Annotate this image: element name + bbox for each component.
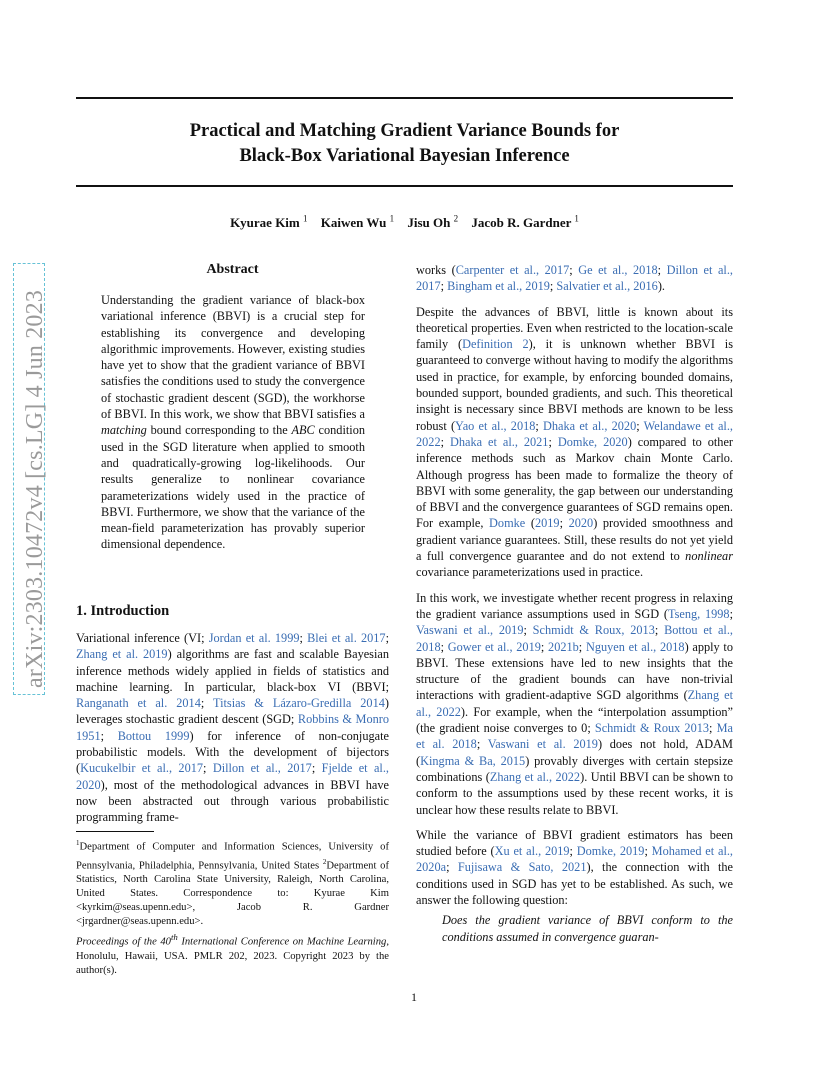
citation-link[interactable]: Bottou et al., 2018	[416, 623, 733, 654]
citation-link[interactable]: Robbins & Monro 1951	[76, 712, 390, 743]
author: Kaiwen Wu $^1$	[320, 214, 395, 231]
abstract-text: Understanding the gradient variance of black-box variational inference (BBVI) is a crucial step for establishing its convergence and developing algorithmic improvements. However, existing studies have yet to show that the gradient variance of BBVI satisfies the conditions used to study the convergence of stochastic gradient descent (SGD), the workhorse of BBVI. In this work, we show that BBVI satisfies a matching bound corresponding to the ABC condition used in the SGD literature when applied to smooth and quadratically-growing log-likelihoods. Our results generalize to nonlinear covariance parameterizations widely used in the practice of BBVI. Furthermore, we show that the variance of the mean-field parameterization has provably superior dimensional dependence.	[101, 293, 365, 552]
citation-link[interactable]: Dillon et al., 2017	[416, 263, 733, 294]
affiliation-footnote: $^1$Department of Computer and Information Sciences, University of Pennsylvania, Philadelphia, Pennsylvania, United States $^2$Department of Statistics, North Carolina State University, Raleigh, North Carolina, United States. Correspondence to: Kyurae Kim <kyrkim@seas.upenn.edu>, Jacob R. Gardner <jrgardner@seas.upenn.edu>.	[76, 839, 389, 928]
paragraph-variance-studied: While the variance of BBVI gradient estimators has been studied before (Xu et al., 2019; Domke, 2019; Mohamed et al., 2020a; Fujisawa & Sato, 2021), the connection with the conditions used in SGD has yet to be established. As such, we answer the following question:	[416, 827, 734, 907]
title-bottom-rule	[76, 185, 733, 187]
citation-link[interactable]: Blei et al. 2017	[307, 631, 386, 645]
citation-link[interactable]: Definition 2	[462, 337, 529, 352]
citation-link[interactable]: Ranganath et al. 2014	[76, 696, 201, 711]
citation-link[interactable]: Schmidt & Roux 2013	[594, 721, 710, 736]
citation-link[interactable]: Zhang et al., 2022	[416, 688, 733, 719]
proceedings-note: Proceedings of the 40th International Conference on Machine Learning, Honolulu, Hawaii, USA. PMLR 202, 2023. Copyright 2023 by the author(s).	[76, 932, 389, 976]
citation-link[interactable]: Dhaka et al., 2021	[449, 434, 549, 449]
author: Jacob R. Gardner $^1$	[471, 214, 579, 231]
citation-link[interactable]: Jordan et al. 1999	[208, 631, 300, 645]
citation-link[interactable]: Domke	[489, 516, 526, 531]
citation-link[interactable]: 2019	[534, 516, 560, 531]
citation-link[interactable]: Vaswani et al., 2019	[416, 623, 524, 638]
arxiv-stamp[interactable]: arXiv:2303.10472v4 [cs.LG] 4 Jun 2023	[22, 289, 48, 688]
citation-link[interactable]: Fujisawa & Sato, 2021	[457, 860, 587, 875]
title-line-2: Black-Box Variational Bayesian Inference	[239, 146, 570, 166]
author: Kyurae Kim $^1$	[230, 214, 308, 231]
citation-link[interactable]: Dillon et al., 2017	[212, 761, 312, 776]
citation-link[interactable]: Domke, 2019	[576, 844, 645, 859]
author-list	[76, 214, 733, 231]
page-number: 1	[411, 990, 417, 1004]
citation-link[interactable]: Bingham et al., 2019	[447, 279, 550, 294]
right-column	[416, 262, 733, 945]
citation-link[interactable]: Gower et al., 2019	[447, 639, 541, 654]
citation-link[interactable]: Salvatier et al., 2016	[556, 279, 658, 294]
citation-link[interactable]: Kingma & Ba, 2015	[420, 753, 526, 768]
citation-link[interactable]: Vaswani et al. 2019	[487, 737, 598, 752]
citation-link[interactable]: Schmidt & Roux, 2013	[532, 623, 655, 638]
author: Jisu Oh $^2$	[407, 214, 459, 231]
citation-link[interactable]: Xu et al., 2019	[494, 844, 570, 859]
citation-link[interactable]: Carpenter et al., 2017	[455, 263, 570, 277]
paper-title	[76, 119, 733, 169]
citation-link[interactable]: Titsias & Lázaro-Gredilla 2014	[213, 696, 385, 711]
citation-link[interactable]: Kucukelbir et al., 2017	[80, 761, 204, 776]
intro-continuation: works (Carpenter et al., 2017; Ge et al., 2018; Dillon et al., 2017; Bingham et al., 2019; Salvatier et al., 2016).	[416, 263, 733, 294]
citation-link[interactable]: Zhang et al., 2022	[489, 769, 581, 784]
citation-link[interactable]: Mohamed et al., 2020a	[416, 844, 734, 875]
citation-link[interactable]: Ge et al., 2018	[578, 263, 658, 277]
citation-link[interactable]: Welandawe et al., 2022	[416, 418, 733, 449]
paragraph-theory-gap: Despite the advances of BBVI, little is known about its theoretical properties. Even when restricted to the location-scale family (Definition 2), it is unknown whether BBVI is guaranteed to converge without having to modify the algorithms used in practice, for example, by enforcing bounded domains, bounded support, bounded gradients, and such. This theoretical insight is necessary since BBVI methods are known to be less robust (Yao et al., 2018; Dhaka et al., 2020; Welandawe et al., 2022; Dhaka et al., 2021; Domke, 2020) compared to other inference methods such as Markov chain Monte Carlo. Although progress has been made to formalize the theory of BBVI with some generality, the gap between our understanding of BBVI and the convergence guarantees of SGD remains open. For example, Domke (2019; 2020) provided smoothness and gradient variance guarantees. Still, these results do not yet yield a full convergence guarantee and do not extend to nonlinear covariance parameterizations used in practice.	[416, 304, 733, 580]
footnote-rule	[76, 831, 154, 832]
research-question: Does the gradient variance of BBVI conform to the conditions assumed in convergence guaran-	[442, 913, 733, 944]
citation-link[interactable]: Tseng, 1998	[667, 606, 730, 621]
citation-link[interactable]: Yao et al., 2018	[455, 418, 536, 433]
citation-link[interactable]: Fjelde et al., 2020	[76, 761, 389, 792]
intro-paragraph: Variational inference (VI; Jordan et al. 1999; Blei et al. 2017; Zhang et al. 2019) algorithms are fast and scalable Bayesian inference methods widely applied in fields of statistics and machine learning. In particular, black-box VI (BBVI; Ranganath et al. 2014; Titsias & Lázaro-Gredilla 2014) leverages stochastic gradient descent (SGD; Robbins & Monro 1951; Bottou 1999) for inference of non-conjugate probabilistic models. With the development of bijectors (Kucukelbir et al., 2017; Dillon et al., 2017; Fjelde et al., 2020), most of the methodological advances in BBVI have now been abstracted out through various probabilistic programming frame-	[76, 631, 390, 825]
citation-link[interactable]: Dhaka et al., 2020	[543, 418, 637, 433]
title-line-1: Practical and Matching Gradient Variance Bounds for	[189, 121, 620, 141]
citation-link[interactable]: Domke, 2020	[557, 434, 628, 449]
citation-link[interactable]: 2021b	[548, 639, 579, 654]
citation-link[interactable]: Bottou 1999	[117, 728, 190, 743]
citation-link[interactable]: Zhang et al. 2019	[76, 647, 168, 662]
citation-link[interactable]: Nguyen et al., 2018	[585, 639, 685, 654]
citation-link[interactable]: Ma et al. 2018	[416, 721, 733, 752]
section-heading-introduction: 1. Introduction	[76, 603, 170, 619]
abstract-heading: Abstract	[206, 262, 259, 277]
paragraph-this-work: In this work, we investigate whether recent progress in relaxing the gradient variance assumptions used in SGD (Tseng, 1998; Vaswani et al., 2019; Schmidt & Roux, 2013; Bottou et al., 2018; Gower et al., 2019; 2021b; Nguyen et al., 2018) apply to BBVI. These extensions have led to new insights that the structure of the gradient bounds can have non-trivial interactions with gradient-adaptive SGD algorithms (Zhang et al., 2022). For example, when the “interpolation assumption” (the gradient noise converges to 0; Schmidt & Roux 2013; Ma et al. 2018; Vaswani et al. 2019) does not hold, ADAM (Kingma & Ba, 2015) provably diverges with certain stepsize combinations (Zhang et al., 2022). Until BBVI can be shown to conform to the assumptions used by these recent works, it is unclear how these results relate to BBVI.	[416, 590, 734, 817]
title-top-rule	[76, 97, 733, 99]
citation-link[interactable]: 2020	[568, 516, 594, 531]
